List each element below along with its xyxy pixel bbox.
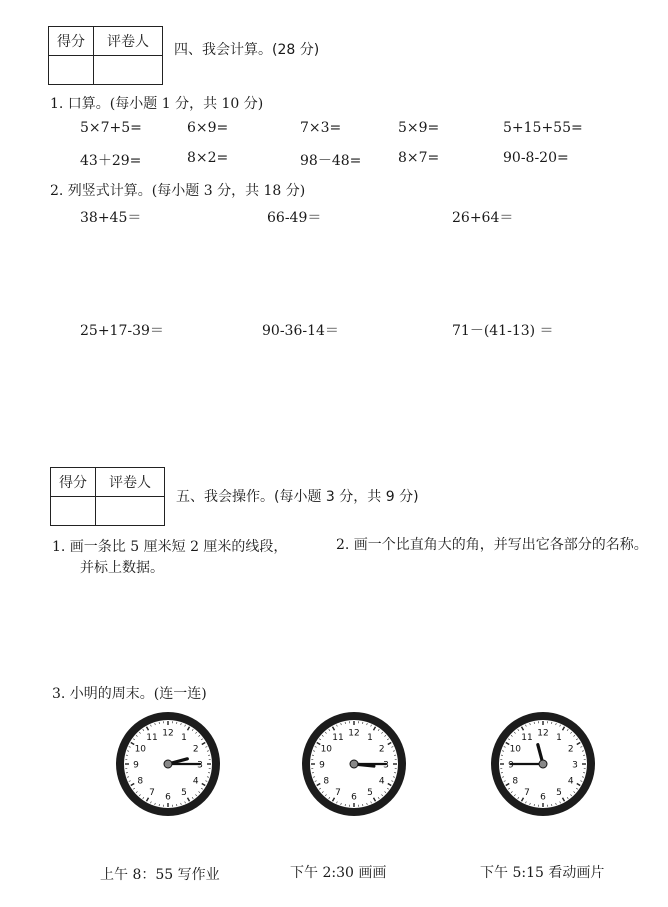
s5-q1-line1: 1. 画一条比 5 厘米短 2 厘米的线段， bbox=[52, 539, 288, 555]
q2-row1-item2: 66-49＝ bbox=[267, 210, 322, 226]
clock-number: 1 bbox=[181, 732, 187, 743]
clock-number: 10 bbox=[509, 744, 522, 755]
q1-row1-item5: 5+15+55= bbox=[503, 120, 583, 136]
activity-label-1: 上午 8：55 写作业 bbox=[100, 867, 220, 883]
q1-row1-item4: 5×9= bbox=[398, 120, 440, 136]
q2-row1-item1: 38+45＝ bbox=[80, 210, 142, 226]
clock-number: 12 bbox=[162, 728, 174, 739]
clock-number: 10 bbox=[320, 744, 333, 755]
clock-number: 9 bbox=[319, 760, 325, 771]
score-cell-grader bbox=[96, 497, 165, 526]
clock-center bbox=[164, 760, 172, 768]
clock-number: 12 bbox=[348, 728, 360, 739]
clock-number: 3 bbox=[572, 760, 578, 771]
score-header-score: 得分 bbox=[49, 27, 94, 56]
activity-label-3: 下午 5:15 看动画片 bbox=[480, 865, 605, 881]
score-cell-score bbox=[51, 497, 96, 526]
s5-q3-title: 3. 小明的周末。(连一连) bbox=[52, 686, 207, 702]
clock-center bbox=[350, 760, 358, 768]
clock-number: 1 bbox=[556, 732, 562, 743]
q1-row1-item2: 6×9= bbox=[187, 120, 229, 136]
clock-number: 5 bbox=[181, 788, 187, 799]
clock-number: 1 bbox=[367, 732, 373, 743]
clock-1 bbox=[112, 708, 224, 820]
score-cell-score bbox=[49, 56, 94, 85]
q2-row2-item2: 90-36-14＝ bbox=[262, 323, 339, 339]
score-header-grader: 评卷人 bbox=[96, 468, 165, 497]
score-header-score: 得分 bbox=[51, 468, 96, 497]
score-table-section5 bbox=[50, 467, 165, 526]
section4-title: 四、我会计算。(28 分) bbox=[174, 42, 320, 58]
clock-number: 8 bbox=[137, 776, 144, 787]
clock-number: 5 bbox=[367, 788, 373, 799]
clock-number: 6 bbox=[351, 792, 357, 803]
q2-title: 2. 列竖式计算。(每小题 3 分，共 18 分) bbox=[50, 183, 306, 199]
q2-row2-item1: 25+17-39＝ bbox=[80, 323, 164, 339]
clock-number: 4 bbox=[378, 776, 385, 787]
clock-number: 5 bbox=[556, 788, 562, 799]
clock-number: 3 bbox=[383, 760, 389, 771]
q1-row1-item1: 5×7+5= bbox=[80, 120, 142, 136]
clock-number: 9 bbox=[508, 760, 514, 771]
q1-row2-item5: 90-8-20= bbox=[503, 150, 569, 166]
activity-label-2: 下午 2:30 画画 bbox=[290, 865, 387, 881]
clock-number: 7 bbox=[149, 788, 155, 799]
score-cell-grader bbox=[94, 56, 163, 85]
clock-number: 10 bbox=[134, 744, 147, 755]
s5-q2: 2. 画一个比直角大的角，并写出它各部分的名称。 bbox=[336, 537, 648, 553]
score-header-grader: 评卷人 bbox=[94, 27, 163, 56]
clock-number: 7 bbox=[335, 788, 341, 799]
q2-row1-item3: 26+64＝ bbox=[452, 210, 514, 226]
clock-number: 2 bbox=[567, 744, 574, 755]
clock-number: 11 bbox=[146, 732, 158, 743]
clock-number: 4 bbox=[567, 776, 574, 787]
clock-2 bbox=[298, 708, 410, 820]
clock-number: 3 bbox=[197, 760, 203, 771]
clock-number: 7 bbox=[524, 788, 530, 799]
clock-number: 9 bbox=[133, 760, 139, 771]
q1-row2-item2: 8×2= bbox=[187, 150, 229, 166]
section5-title: 五、我会操作。(每小题 3 分，共 9 分) bbox=[176, 489, 419, 505]
q2-row2-item3: 71－(41-13) ＝ bbox=[452, 323, 554, 339]
clock-number: 8 bbox=[323, 776, 330, 787]
clock-center bbox=[539, 760, 547, 768]
q1-row2-item1: 43＋29= bbox=[80, 153, 142, 169]
clock-number: 12 bbox=[537, 728, 549, 739]
clock-3 bbox=[487, 708, 599, 820]
q1-row2-item3: 98－48= bbox=[300, 153, 362, 169]
clock-number: 8 bbox=[512, 776, 519, 787]
q1-row1-item3: 7×3= bbox=[300, 120, 342, 136]
q1-row2-item4: 8×7= bbox=[398, 150, 440, 166]
q1-title: 1. 口算。(每小题 1 分，共 10 分) bbox=[50, 96, 264, 112]
clock-number: 2 bbox=[192, 744, 199, 755]
clock-number: 2 bbox=[378, 744, 385, 755]
clock-number: 11 bbox=[521, 732, 533, 743]
s5-q1-line2: 并标上数据。 bbox=[80, 560, 164, 576]
clock-number: 11 bbox=[332, 732, 344, 743]
clock-number: 6 bbox=[165, 792, 171, 803]
score-table-section4 bbox=[48, 26, 163, 85]
clock-number: 6 bbox=[540, 792, 546, 803]
clock-number: 4 bbox=[192, 776, 199, 787]
